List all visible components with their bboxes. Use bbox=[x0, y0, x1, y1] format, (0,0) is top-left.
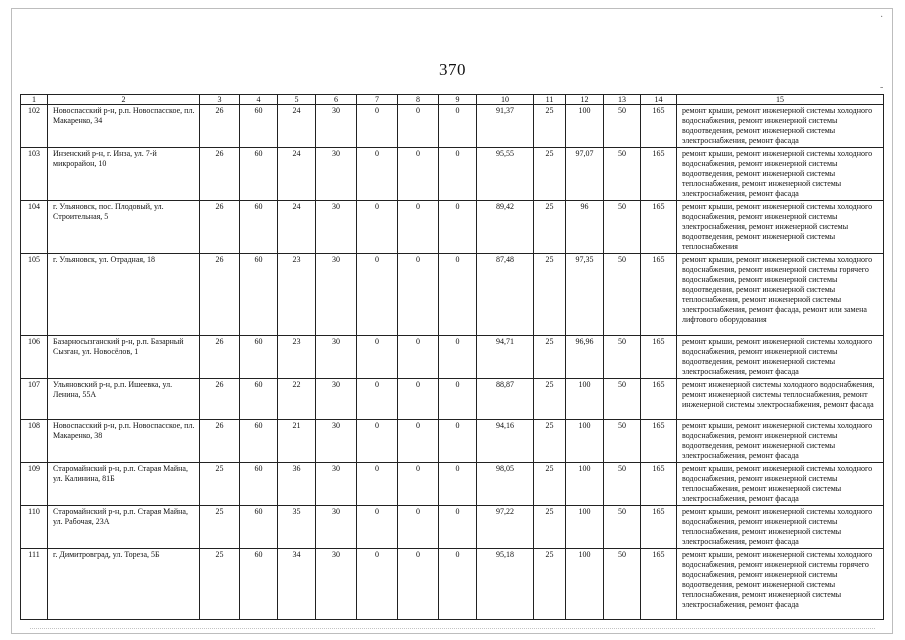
col-14: 165 bbox=[641, 336, 677, 379]
col-10: 87,48 bbox=[477, 254, 534, 336]
works-list: ремонт крыши, ремонт инженерной системы холодного водоснабжения, ремонт инженерной системы водоотведения, ремонт инженерной системы электроснабжения, ремонт фасада bbox=[677, 336, 884, 379]
col-9: 0 bbox=[439, 463, 477, 506]
row-number: 105 bbox=[21, 254, 48, 336]
table-row bbox=[21, 105, 884, 148]
address: г. Ульяновск, ул. Отрадная, 18 bbox=[48, 254, 200, 336]
col-9: 0 bbox=[439, 201, 477, 254]
col-3: 26 bbox=[200, 254, 240, 336]
table-row bbox=[21, 336, 884, 379]
address: Новоспасский р-н, р.п. Новоспасское, пл. Макаренко, 38 bbox=[48, 420, 200, 463]
row-number: 104 bbox=[21, 201, 48, 254]
col-8: 0 bbox=[398, 148, 439, 201]
col-14: 165 bbox=[641, 379, 677, 420]
col-13: 50 bbox=[604, 201, 641, 254]
col-7: 0 bbox=[357, 549, 398, 620]
works-list: ремонт крыши, ремонт инженерной системы холодного водоснабжения, ремонт инженерной системы водоотведения, ремонт инженерной системы электроснабжения, ремонт фасада bbox=[677, 105, 884, 148]
col-10: 94,71 bbox=[477, 336, 534, 379]
table-row bbox=[21, 463, 884, 506]
col-11: 25 bbox=[534, 254, 566, 336]
col-5: 21 bbox=[278, 420, 316, 463]
column-header-10: 10 bbox=[477, 95, 534, 105]
address: Базарносызганский р-н, р.п. Базарный Сызган, ул. Новосёлов, 1 bbox=[48, 336, 200, 379]
col-6: 30 bbox=[316, 254, 357, 336]
col-13: 50 bbox=[604, 420, 641, 463]
corner-mark: · bbox=[880, 12, 884, 23]
col-4: 60 bbox=[240, 506, 278, 549]
col-3: 25 bbox=[200, 506, 240, 549]
col-6: 30 bbox=[316, 463, 357, 506]
col-6: 30 bbox=[316, 105, 357, 148]
col-13: 50 bbox=[604, 336, 641, 379]
col-12: 100 bbox=[566, 549, 604, 620]
works-list: ремонт крыши, ремонт инженерной системы холодного водоснабжения, ремонт инженерной системы теплоснабжения, ремонт инженерной системы электроснабжения, ремонт фасада bbox=[677, 463, 884, 506]
address: Ульяновский р-н, р.п. Ишеевка, ул. Ленина, 55А bbox=[48, 379, 200, 420]
col-11: 25 bbox=[534, 148, 566, 201]
col-5: 24 bbox=[278, 105, 316, 148]
col-8: 0 bbox=[398, 506, 439, 549]
col-14: 165 bbox=[641, 201, 677, 254]
col-12: 96 bbox=[566, 201, 604, 254]
col-7: 0 bbox=[357, 379, 398, 420]
col-13: 50 bbox=[604, 148, 641, 201]
col-14: 165 bbox=[641, 506, 677, 549]
col-14: 165 bbox=[641, 549, 677, 620]
col-12: 100 bbox=[566, 463, 604, 506]
col-12: 100 bbox=[566, 420, 604, 463]
address: г. Димитровград, ул. Тореза, 5Б bbox=[48, 549, 200, 620]
col-3: 26 bbox=[200, 420, 240, 463]
address: Инзенский р-н, г. Инза, ул. 7-й микрорайон, 10 bbox=[48, 148, 200, 201]
table-row bbox=[21, 549, 884, 620]
address: г. Ульяновск, пос. Плодовый, ул. Строительная, 5 bbox=[48, 201, 200, 254]
col-7: 0 bbox=[357, 336, 398, 379]
col-3: 26 bbox=[200, 105, 240, 148]
col-4: 60 bbox=[240, 379, 278, 420]
scan-edge bbox=[30, 628, 875, 631]
col-4: 60 bbox=[240, 463, 278, 506]
table-row bbox=[21, 201, 884, 254]
col-6: 30 bbox=[316, 506, 357, 549]
col-5: 24 bbox=[278, 148, 316, 201]
row-number: 107 bbox=[21, 379, 48, 420]
col-7: 0 bbox=[357, 463, 398, 506]
col-5: 24 bbox=[278, 201, 316, 254]
col-4: 60 bbox=[240, 148, 278, 201]
column-header-6: 6 bbox=[316, 95, 357, 105]
col-10: 88,87 bbox=[477, 379, 534, 420]
table-body bbox=[21, 105, 884, 620]
column-header-14: 14 bbox=[641, 95, 677, 105]
col-6: 30 bbox=[316, 336, 357, 379]
col-4: 60 bbox=[240, 336, 278, 379]
col-14: 165 bbox=[641, 420, 677, 463]
column-header-15: 15 bbox=[677, 95, 884, 105]
col-8: 0 bbox=[398, 379, 439, 420]
col-7: 0 bbox=[357, 148, 398, 201]
col-5: 34 bbox=[278, 549, 316, 620]
col-11: 25 bbox=[534, 420, 566, 463]
col-4: 60 bbox=[240, 201, 278, 254]
col-10: 95,55 bbox=[477, 148, 534, 201]
col-10: 97,22 bbox=[477, 506, 534, 549]
col-7: 0 bbox=[357, 105, 398, 148]
col-6: 30 bbox=[316, 549, 357, 620]
col-9: 0 bbox=[439, 549, 477, 620]
works-list: ремонт инженерной системы холодного водоснабжения, ремонт инженерной системы теплоснабжения, ремонт инженерной системы электроснабжения, ремонт фасада bbox=[677, 379, 884, 420]
column-header-8: 8 bbox=[398, 95, 439, 105]
col-10: 95,18 bbox=[477, 549, 534, 620]
col-9: 0 bbox=[439, 336, 477, 379]
col-12: 100 bbox=[566, 379, 604, 420]
col-4: 60 bbox=[240, 549, 278, 620]
col-13: 50 bbox=[604, 254, 641, 336]
col-7: 0 bbox=[357, 254, 398, 336]
col-10: 89,42 bbox=[477, 201, 534, 254]
column-header-5: 5 bbox=[278, 95, 316, 105]
column-header-9: 9 bbox=[439, 95, 477, 105]
col-3: 26 bbox=[200, 201, 240, 254]
works-list: ремонт крыши, ремонт инженерной системы холодного водоснабжения, ремонт инженерной системы горячего водоснабжения, ремонт инженерной системы водоотведения, ремонт инженерной системы теплоснабжения, ремонт инженерной системы электроснабжения, ремонт фасада, ремонт или замена лифтового оборудования bbox=[677, 254, 884, 336]
col-3: 26 bbox=[200, 148, 240, 201]
address: Старомайнский р-н, р.п. Старая Майна, ул. Калинина, 81Б bbox=[48, 463, 200, 506]
row-number: 109 bbox=[21, 463, 48, 506]
col-13: 50 bbox=[604, 549, 641, 620]
col-11: 25 bbox=[534, 105, 566, 148]
column-number-row bbox=[21, 95, 884, 105]
column-header-11: 11 bbox=[534, 95, 566, 105]
col-13: 50 bbox=[604, 506, 641, 549]
col-11: 25 bbox=[534, 201, 566, 254]
col-3: 26 bbox=[200, 379, 240, 420]
col-10: 91,37 bbox=[477, 105, 534, 148]
col-9: 0 bbox=[439, 379, 477, 420]
works-list: ремонт крыши, ремонт инженерной системы холодного водоснабжения, ремонт инженерной системы теплоснабжения, ремонт инженерной системы электроснабжения, ремонт фасада bbox=[677, 506, 884, 549]
col-11: 25 bbox=[534, 336, 566, 379]
column-header-12: 12 bbox=[566, 95, 604, 105]
col-9: 0 bbox=[439, 254, 477, 336]
table-row bbox=[21, 506, 884, 549]
col-5: 35 bbox=[278, 506, 316, 549]
row-number: 102 bbox=[21, 105, 48, 148]
col-6: 30 bbox=[316, 148, 357, 201]
page-number: 370 bbox=[439, 60, 466, 79]
column-header-3: 3 bbox=[200, 95, 240, 105]
column-header-13: 13 bbox=[604, 95, 641, 105]
works-list: ремонт крыши, ремонт инженерной системы холодного водоснабжения, ремонт инженерной системы водоотведения, ремонт инженерной системы электроснабжения, ремонт фасада bbox=[677, 420, 884, 463]
col-5: 23 bbox=[278, 336, 316, 379]
col-14: 165 bbox=[641, 463, 677, 506]
col-4: 60 bbox=[240, 254, 278, 336]
col-12: 100 bbox=[566, 105, 604, 148]
row-number: 111 bbox=[21, 549, 48, 620]
table-row bbox=[21, 148, 884, 201]
col-11: 25 bbox=[534, 463, 566, 506]
col-12: 97,07 bbox=[566, 148, 604, 201]
side-mark: - bbox=[880, 82, 884, 93]
col-12: 100 bbox=[566, 506, 604, 549]
col-9: 0 bbox=[439, 105, 477, 148]
col-10: 98,05 bbox=[477, 463, 534, 506]
col-8: 0 bbox=[398, 105, 439, 148]
col-13: 50 bbox=[604, 379, 641, 420]
col-8: 0 bbox=[398, 420, 439, 463]
table-row bbox=[21, 420, 884, 463]
col-8: 0 bbox=[398, 254, 439, 336]
column-header-7: 7 bbox=[357, 95, 398, 105]
column-header-2: 2 bbox=[48, 95, 200, 105]
col-8: 0 bbox=[398, 549, 439, 620]
col-11: 25 bbox=[534, 506, 566, 549]
col-10: 94,16 bbox=[477, 420, 534, 463]
col-7: 0 bbox=[357, 506, 398, 549]
row-number: 110 bbox=[21, 506, 48, 549]
col-5: 23 bbox=[278, 254, 316, 336]
col-4: 60 bbox=[240, 105, 278, 148]
col-11: 25 bbox=[534, 549, 566, 620]
col-8: 0 bbox=[398, 201, 439, 254]
col-8: 0 bbox=[398, 336, 439, 379]
col-3: 25 bbox=[200, 463, 240, 506]
col-13: 50 bbox=[604, 463, 641, 506]
works-list: ремонт крыши, ремонт инженерной системы холодного водоснабжения, ремонт инженерной системы горячего водоснабжения, ремонт инженерной системы водоотведения, ремонт инженерной системы теплоснабжения, ремонт инженерной системы электроснабжения, ремонт фасада bbox=[677, 549, 884, 620]
column-header-4: 4 bbox=[240, 95, 278, 105]
col-5: 36 bbox=[278, 463, 316, 506]
col-14: 165 bbox=[641, 105, 677, 148]
col-13: 50 bbox=[604, 105, 641, 148]
col-4: 60 bbox=[240, 420, 278, 463]
col-14: 165 bbox=[641, 148, 677, 201]
works-list: ремонт крыши, ремонт инженерной системы холодного водоснабжения, ремонт инженерной системы электроснабжения, ремонт инженерной системы водоотведения, ремонт инженерной системы теплоснабжения bbox=[677, 201, 884, 254]
col-11: 25 bbox=[534, 379, 566, 420]
col-14: 165 bbox=[641, 254, 677, 336]
address: Старомайнский р-н, р.п. Старая Майна, ул. Рабочая, 23А bbox=[48, 506, 200, 549]
works-list: ремонт крыши, ремонт инженерной системы холодного водоснабжения, ремонт инженерной системы водоотведения, ремонт инженерной системы теплоснабжения, ремонт инженерной системы электроснабжения, ремонт фасада bbox=[677, 148, 884, 201]
col-12: 96,96 bbox=[566, 336, 604, 379]
col-9: 0 bbox=[439, 506, 477, 549]
col-9: 0 bbox=[439, 148, 477, 201]
col-7: 0 bbox=[357, 201, 398, 254]
row-number: 108 bbox=[21, 420, 48, 463]
col-6: 30 bbox=[316, 420, 357, 463]
col-8: 0 bbox=[398, 463, 439, 506]
table-row bbox=[21, 379, 884, 420]
row-number: 103 bbox=[21, 148, 48, 201]
row-number: 106 bbox=[21, 336, 48, 379]
col-5: 22 bbox=[278, 379, 316, 420]
col-9: 0 bbox=[439, 420, 477, 463]
col-3: 26 bbox=[200, 336, 240, 379]
table-row bbox=[21, 254, 884, 336]
col-12: 97,35 bbox=[566, 254, 604, 336]
col-7: 0 bbox=[357, 420, 398, 463]
col-6: 30 bbox=[316, 201, 357, 254]
address: Новоспасский р-н, р.п. Новоспасское, пл. Макаренко, 34 bbox=[48, 105, 200, 148]
column-header-1: 1 bbox=[21, 95, 48, 105]
repair-program-table bbox=[20, 94, 884, 620]
col-3: 25 bbox=[200, 549, 240, 620]
col-6: 30 bbox=[316, 379, 357, 420]
